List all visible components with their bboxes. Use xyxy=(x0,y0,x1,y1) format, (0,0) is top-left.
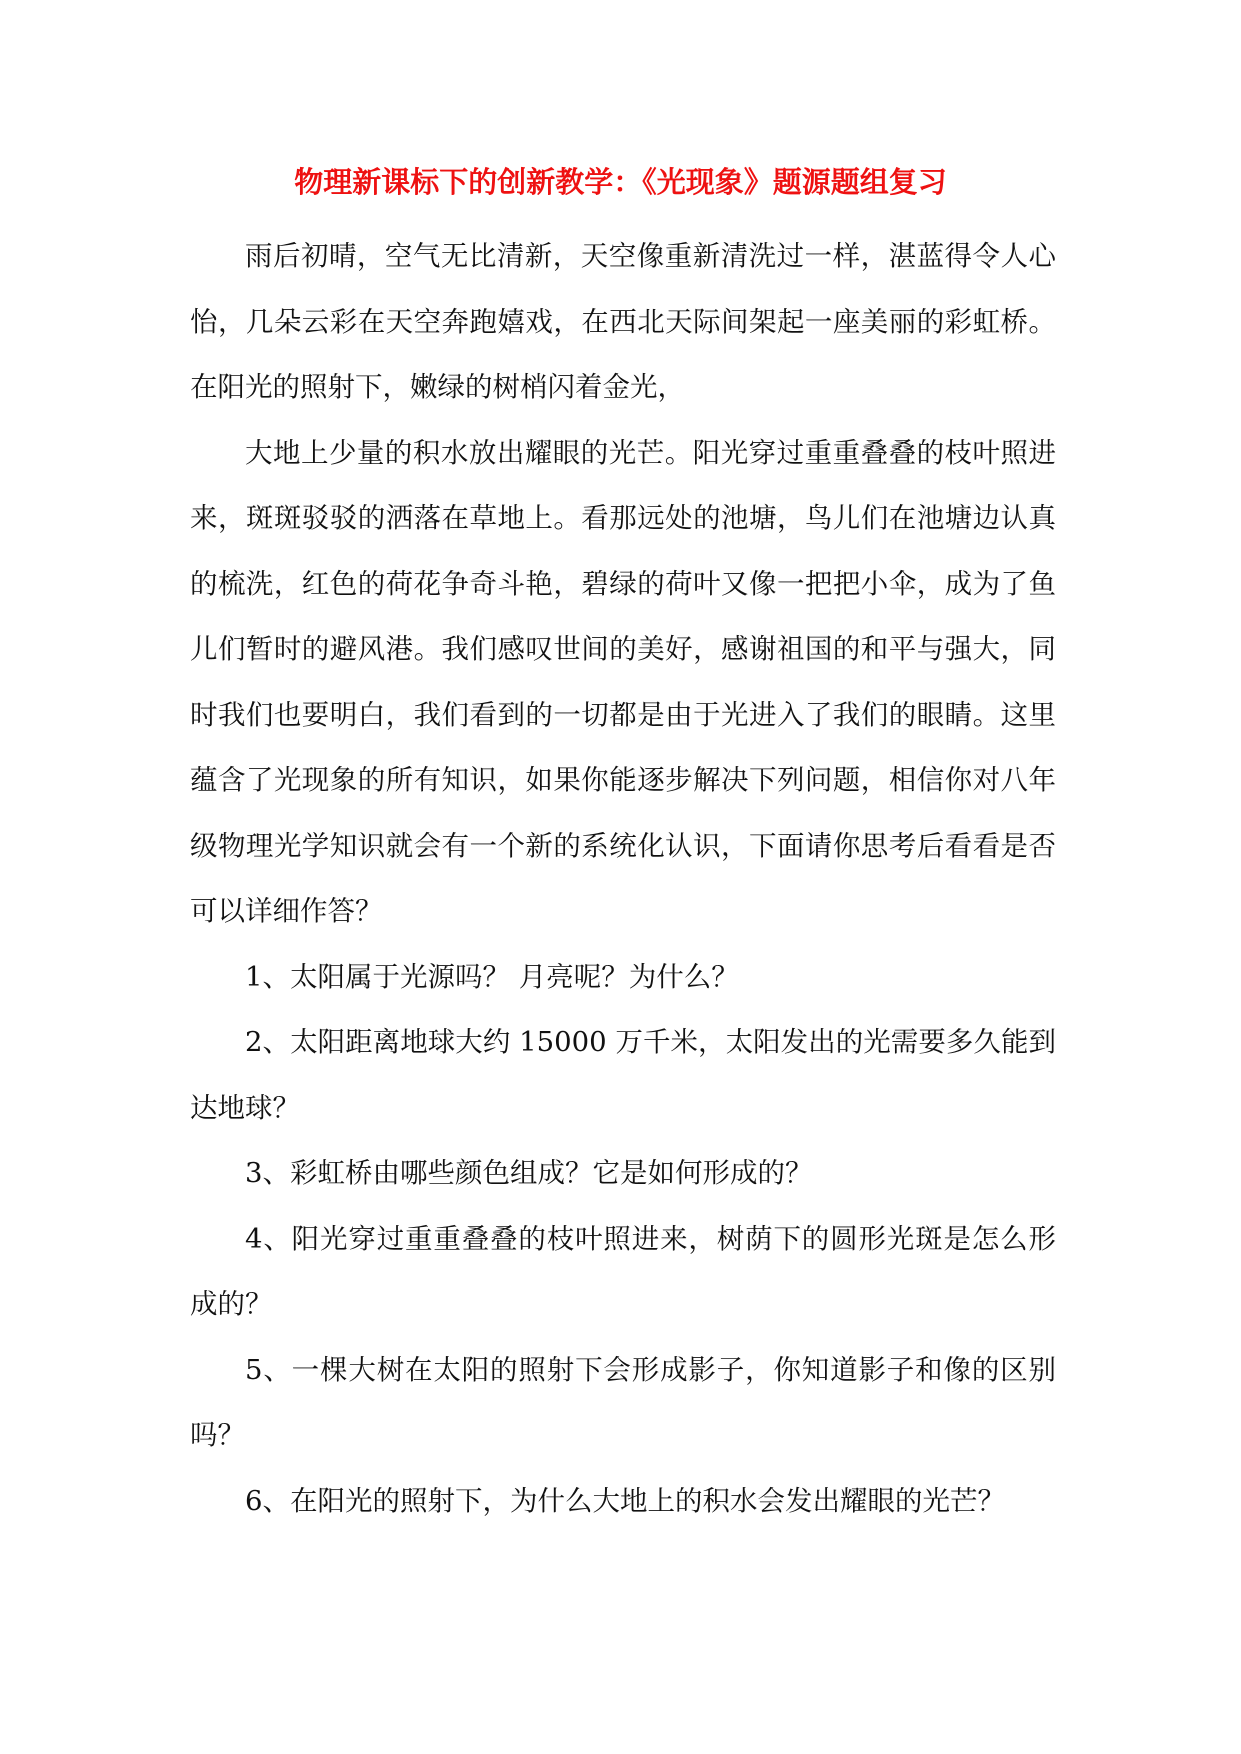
question-1: 1、太阳属于光源吗？ 月亮呢？为什么？ xyxy=(245,960,739,993)
intro-paragraph-2: 大地上少量的积水放出耀眼的光芒。阳光穿过重重叠叠的枝叶照进来，斑斑驳驳的洒落在草地上。看那远处的池塘，鸟儿们在池塘边认真的梳洗，红色的荷花争奇斗艳，碧绿的荷叶又像一把把小伞，成为了鱼儿们暂时的避风港。我们感叹世间的美好，感谢祖国的和平与强大，同时我们也要明白，我们看到的一切都是由于光进入了我们的眼睛。这里蕴含了光现象的所有知识，如果你能逐步解决下列问题，相信你对八年级物理光学知识就会有一个新的系统化认识，下面请你思考后看看是否可以详细作答？ xyxy=(190,436,1056,927)
intro-paragraph-1: 雨后初晴，空气无比清新，天空像重新清洗过一样，湛蓝得令人心怡，几朵云彩在天空奔跑嬉戏，在西北天际间架起一座美丽的彩虹桥。在阳光的照射下，嫩绿的树梢闪着金光， xyxy=(190,240,1056,403)
question-3: 3、彩虹桥由哪些颜色组成？它是如何形成的？ xyxy=(245,1157,813,1189)
question-4: 4、阳光穿过重重叠叠的枝叶照进来，树荫下的圆形光斑是怎么形成的？ xyxy=(190,1222,1056,1320)
question-6: 6、在阳光的照射下，为什么大地上的积水会发出耀眼的光芒？ xyxy=(245,1484,1005,1517)
document-body xyxy=(190,224,1056,1534)
question-2: 2、太阳距离地球大约 15000 万千米，太阳发出的光需要多久能到达地球？ xyxy=(190,1026,1056,1124)
document-title: 物理新课标下的创新教学：《光现象》题源题组复习 xyxy=(294,165,947,199)
question-5: 5、一棵大树在太阳的照射下会形成影子，你知道影子和像的区别吗？ xyxy=(190,1353,1056,1451)
